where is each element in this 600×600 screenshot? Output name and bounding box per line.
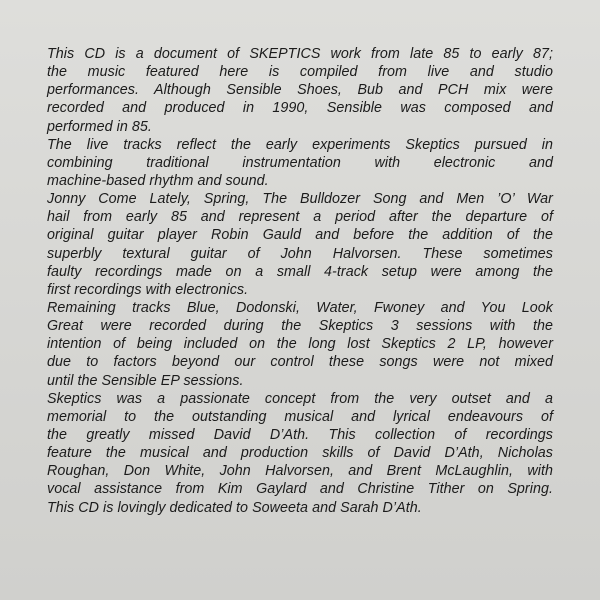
liner-notes-line: feature the musical and production skills of David D’Ath, Nicholas (47, 445, 553, 462)
liner-notes-text (47, 45, 553, 517)
liner-notes-line: machine-based rhythm and sound. (47, 172, 269, 189)
liner-notes-line: combining traditional instrumentation with electronic and (47, 154, 553, 171)
liner-notes-line: Great were recorded during the Skeptics 3 sessions with the (47, 318, 553, 335)
liner-notes-line: performances. Although Sensible Shoes, Bub and PCH mix were (47, 82, 553, 99)
liner-notes-line: vocal assistance from Kim Gaylard and Christine Tither on Spring. (47, 481, 553, 498)
liner-notes-line: superbly textural guitar of John Halvorsen. These sometimes (47, 245, 553, 262)
liner-notes-line: the music featured here is compiled from live and studio (47, 64, 553, 81)
liner-notes-line: Skeptics was a passionate concept from the very outset and a (47, 390, 553, 407)
liner-notes-line: The live tracks reflect the early experiments Skeptics pursued in (47, 136, 553, 153)
liner-notes-line: This CD is a document of SKEPTICS work from late 85 to early 87; (47, 46, 553, 62)
liner-notes-line: until the Sensible EP sessions. (47, 372, 244, 389)
liner-notes-line: Jonny Come Lately, Spring, The Bulldozer Song and Men ’O’ War (47, 191, 553, 208)
liner-notes-line: performed in 85. (47, 118, 152, 135)
liner-notes-line: hail from early 85 and represent a period after the departure of (47, 209, 553, 226)
liner-notes-line: faulty recordings made on a small 4-track setup were among the (47, 263, 553, 280)
liner-notes-line: the greatly missed David D’Ath. This collection of recordings (47, 426, 553, 443)
liner-notes-line: recorded and produced in 1990, Sensible was composed and (47, 100, 553, 117)
liner-notes-line: Roughan, Don White, John Halvorsen, and Brent McLaughlin, with (47, 463, 553, 480)
liner-notes-line: This CD is lovingly dedicated to Soweeta and Sarah D’Ath. (47, 499, 422, 516)
liner-notes-line: due to factors beyond our control these songs were not mixed (47, 354, 553, 371)
liner-notes-line: memorial to the outstanding musical and lyrical endeavours of (47, 408, 553, 425)
liner-notes-line: first recordings with electronics. (47, 281, 249, 298)
liner-notes-line: original guitar player Robin Gauld and before the addition of the (47, 227, 553, 244)
liner-notes-line: Remaining tracks Blue, Dodonski, Water, Fwoney and You Look (47, 299, 553, 316)
liner-notes-line: intention of being included on the long lost Skeptics 2 LP, however (47, 336, 553, 353)
